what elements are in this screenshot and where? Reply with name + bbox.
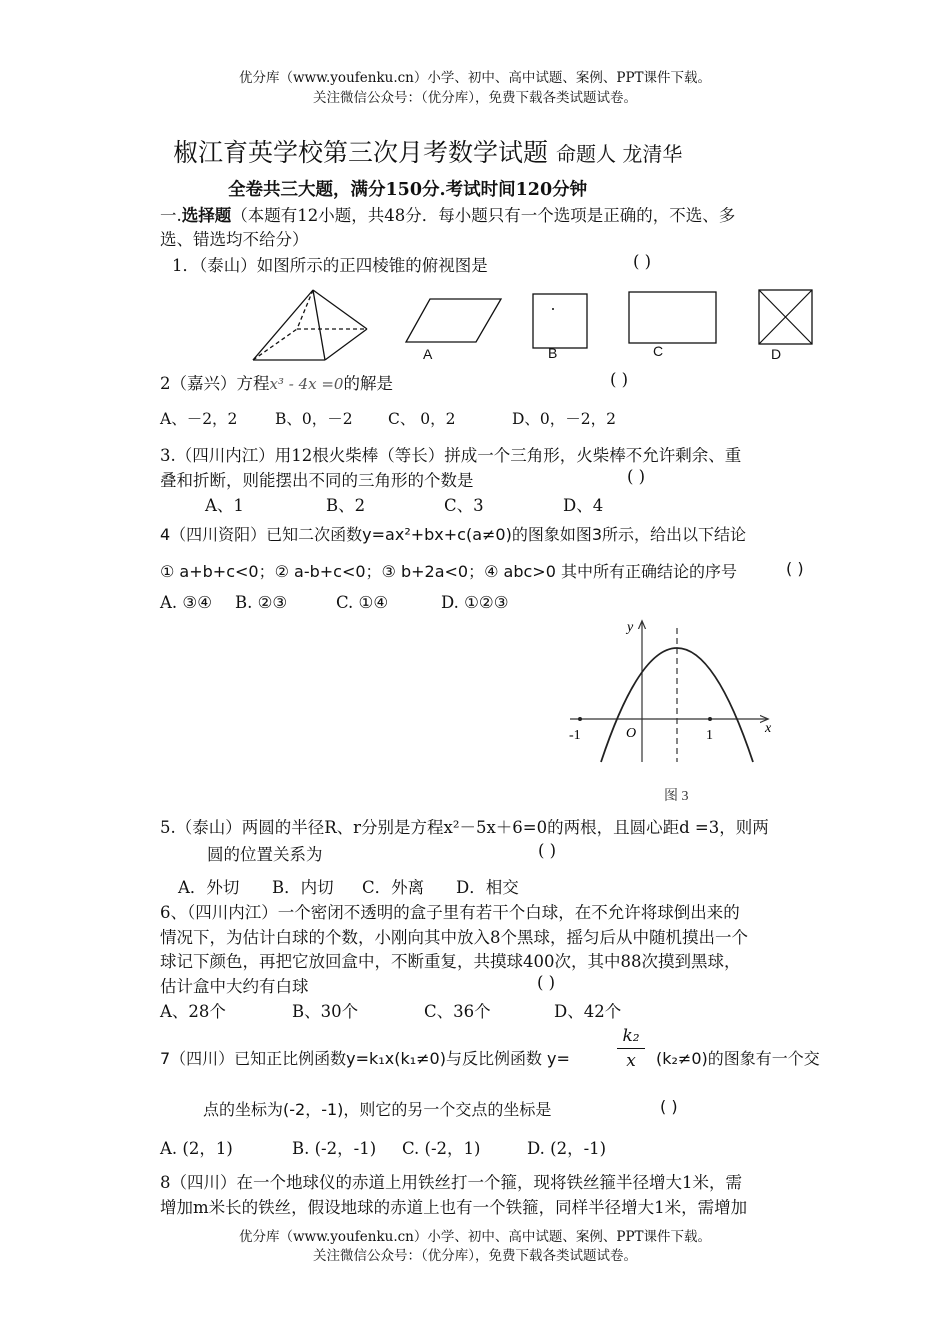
q2-option-b: B、0，－2 bbox=[275, 410, 353, 428]
option-c-rectangle bbox=[628, 291, 718, 345]
parabola-graph bbox=[560, 612, 785, 807]
q2-text bbox=[160, 370, 393, 394]
title-subtitle: 全卷共三大题，满分150分.考试时间120分钟 bbox=[228, 180, 588, 200]
q2-option-a: A、－2，2 bbox=[160, 410, 238, 428]
header-line-2: 关注微信公众号：（优分库），免费下载各类试题试卷。 bbox=[313, 90, 637, 106]
q7-suffix: (k₂≠0)的图象有一个交 bbox=[656, 1049, 820, 1068]
q6-line-2: 情况下，为估计白球的个数，小刚向其中放入8个黑球，摇匀后从中随机摸出一个 bbox=[160, 928, 748, 947]
q7-line-2: 点的坐标为(-2，-1)，则它的另一个交点的坐标是 bbox=[203, 1100, 552, 1119]
option-d-square-cross bbox=[758, 289, 814, 346]
q6-option-d: D、42个 bbox=[554, 1002, 622, 1021]
q3-paren: ( ) bbox=[627, 467, 646, 486]
q1-label-c: C bbox=[653, 343, 664, 359]
section-1-desc-2: 选、错选均不给分） bbox=[160, 230, 309, 249]
q6-line-4: 估计盒中大约有白球 bbox=[160, 977, 309, 996]
graph-caption: 图 3 bbox=[664, 789, 689, 804]
q7-frac-num: k₂ bbox=[617, 1026, 645, 1049]
q7-option-b: B. (-2，-1) bbox=[292, 1139, 377, 1158]
q7-prefix: 7（四川）已知正比例函数y=k₁x(k₁≠0)与反比例函数 y= bbox=[160, 1049, 570, 1068]
q7-paren: ( ) bbox=[660, 1097, 678, 1116]
pyramid-base-right bbox=[325, 329, 367, 360]
q4-option-a: A. ③④ bbox=[160, 593, 212, 612]
header-line-1: 优分库（www.youfenku.cn）小学、初中、高中试题、案例、PPT课件下载。 bbox=[238, 70, 712, 86]
tick-neg-one-label: -1 bbox=[569, 728, 581, 743]
q4-option-b: B. ②③ bbox=[235, 593, 288, 612]
q3-option-c: C、3 bbox=[444, 496, 484, 515]
q6-option-c: C、36个 bbox=[424, 1002, 491, 1021]
q5-option-d: D．相交 bbox=[456, 878, 519, 897]
q5-line-1: 5.（泰山）两圆的半径R、r分别是方程x²－5x＋6=0的两根，且圆心距d =3，则两 bbox=[160, 818, 769, 837]
q1-paren: ( ) bbox=[633, 252, 652, 271]
tick-neg-one bbox=[578, 717, 582, 721]
pyramid-hidden-edge bbox=[297, 290, 313, 329]
section-1-num: 一. bbox=[160, 206, 182, 225]
q5-option-a: A．外切 bbox=[178, 878, 240, 897]
q6-paren: ( ) bbox=[537, 973, 556, 992]
q7-option-c: C. (-2，1) bbox=[402, 1139, 481, 1158]
q5-line-2: 圆的位置关系为 bbox=[207, 845, 323, 864]
q2-option-c: C、 0，2 bbox=[388, 410, 456, 428]
q7-frac-den: x bbox=[626, 1051, 636, 1071]
pyramid-figure bbox=[245, 285, 375, 365]
title-main: 椒江育英学校第三次月考数学试题 bbox=[173, 138, 549, 167]
footer-line-2: 关注微信公众号：（优分库），免费下载各类试题试卷。 bbox=[313, 1248, 637, 1264]
page-title bbox=[173, 133, 682, 169]
parabola-curve bbox=[601, 648, 753, 762]
q6-option-b: B、30个 bbox=[292, 1002, 359, 1021]
q8-line-2: 增加m米长的铁丝，假设地球的赤道上也有一个铁箍，同样半径增大1米，需增加 bbox=[160, 1198, 748, 1217]
q2-paren: ( ) bbox=[610, 370, 629, 389]
q2-prefix: 2（嘉兴）方程 bbox=[160, 374, 270, 393]
q1-label-b: B bbox=[548, 345, 558, 361]
q3-option-d: D、4 bbox=[563, 496, 604, 515]
tick-pos-one-label: 1 bbox=[706, 728, 713, 743]
q4-line-2: ① a+b+c<0；② a-b+c<0；③ b+2a<0；④ abc>0 其中所有正确结论的序号 bbox=[160, 562, 737, 581]
q3-line-2: 叠和折断，则能摆出不同的三角形的个数是 bbox=[160, 471, 474, 490]
pyramid-edge-back-right bbox=[313, 290, 367, 329]
q7-fraction bbox=[617, 1026, 645, 1071]
q4-option-c: C. ①④ bbox=[336, 593, 389, 612]
section-1-desc-1: （本题有12小题，共48分．每小题只有一个选项是正确的，不选、多 bbox=[231, 206, 736, 225]
title-author: 命题人 龙清华 bbox=[555, 142, 683, 166]
section-1-heading bbox=[160, 202, 735, 226]
q3-line-1: 3.（四川内江）用12根火柴棒（等长）拼成一个三角形，火柴棒不允许剩余、重 bbox=[160, 446, 742, 465]
q4-line-1: 4（四川资阳）已知二次函数y=ax²+bx+c(a≠0)的图象如图3所示，给出以下结论 bbox=[160, 525, 747, 544]
q7-option-d: D. (2，-1) bbox=[527, 1139, 607, 1158]
q4-option-d: D. ①②③ bbox=[441, 593, 509, 612]
pyramid-edge-front-left bbox=[253, 290, 313, 360]
section-1-name: 选择题 bbox=[181, 206, 232, 225]
q5-option-c: C．外离 bbox=[362, 878, 425, 897]
origin-label: O bbox=[626, 726, 637, 741]
q4-paren: ( ) bbox=[786, 559, 804, 578]
q3-option-b: B、2 bbox=[326, 496, 366, 515]
option-a-parallelogram bbox=[404, 297, 504, 345]
footer-line-1: 优分库（www.youfenku.cn）小学、初中、高中试题、案例、PPT课件下载。 bbox=[238, 1229, 712, 1245]
q1-label-a: A bbox=[423, 346, 433, 362]
q2-suffix: 的解是 bbox=[343, 374, 393, 393]
q5-paren: ( ) bbox=[538, 841, 557, 860]
q8-line-1: 8（四川）在一个地球仪的赤道上用铁丝打一个箍，现将铁丝箍半径增大1米，需 bbox=[160, 1173, 742, 1192]
option-b-square-dot bbox=[532, 293, 589, 350]
q5-option-b: B．内切 bbox=[272, 878, 334, 897]
q6-option-a: A、28个 bbox=[160, 1002, 226, 1021]
q7-option-a: A. (2，1) bbox=[160, 1139, 233, 1158]
q1-text: 1．（泰山）如图所示的正四棱锥的俯视图是 bbox=[172, 256, 488, 275]
q3-option-a: A、1 bbox=[205, 496, 244, 515]
q6-line-1: 6、（四川内江）一个密闭不透明的盒子里有若干个白球，在不允许将球倒出来的 bbox=[160, 903, 740, 922]
q2-option-d: D、0，－2，2 bbox=[512, 410, 617, 428]
pyramid-edge-front-right bbox=[313, 290, 325, 360]
q1-label-d: D bbox=[771, 346, 782, 362]
x-axis-label: x bbox=[765, 721, 772, 736]
tick-pos-one bbox=[708, 717, 712, 721]
q6-line-3: 球记下颜色，再把它放回盒中，不断重复，共摸球400次，其中88次摸到黑球， bbox=[160, 952, 741, 971]
y-axis-label: y bbox=[627, 620, 634, 635]
q2-equation: x³ - 4x =0 bbox=[269, 375, 344, 393]
